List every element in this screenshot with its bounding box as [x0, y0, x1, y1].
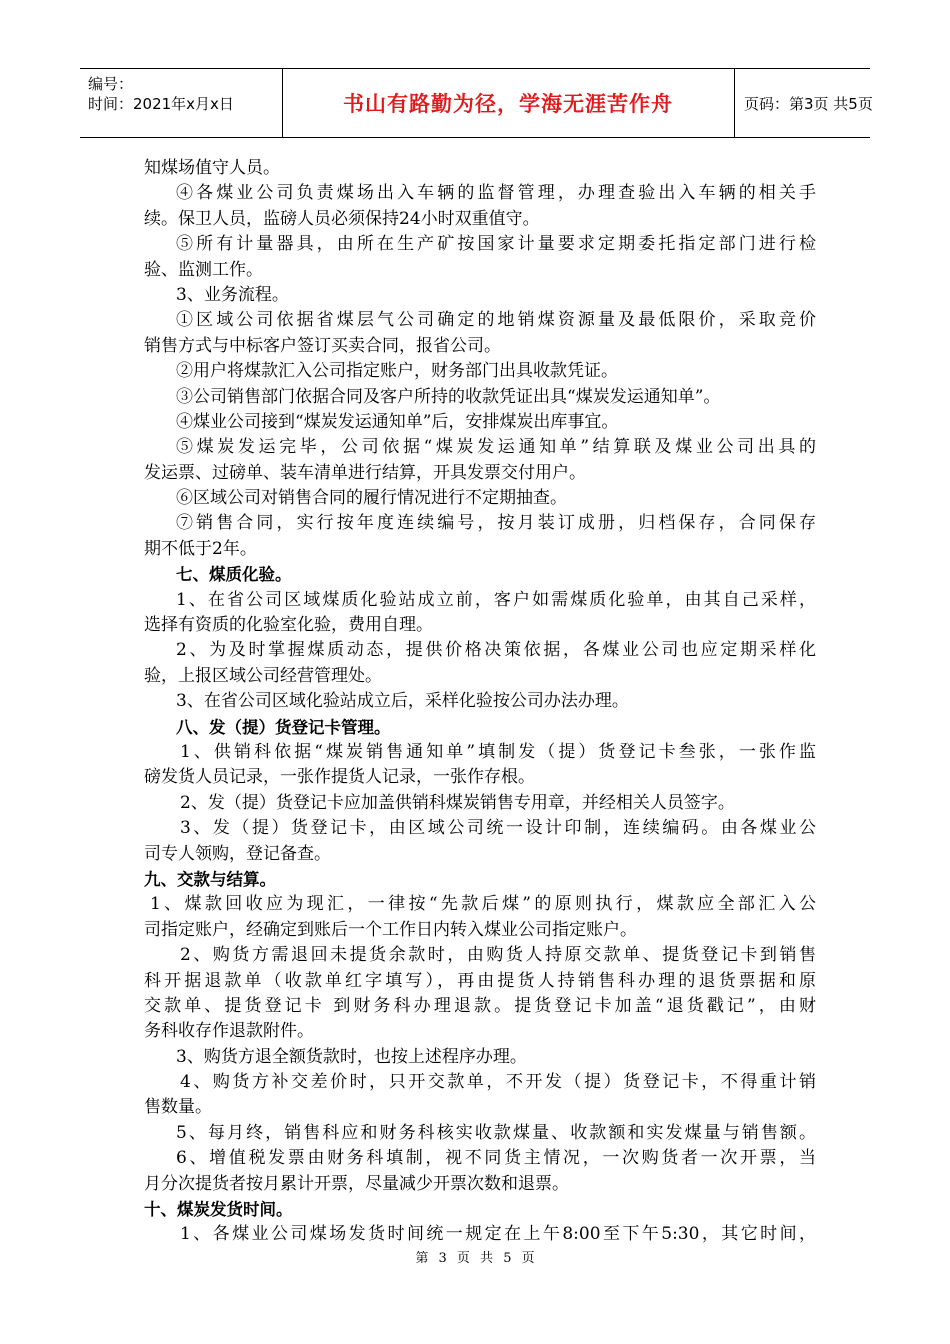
text-line: 磅发货人员记录，一张作提货人记录，一张作存根。 — [144, 767, 535, 788]
text-line: 司专人领购，登记备查。 — [144, 843, 331, 864]
text-line: 3、发（提）货登记卡，由区域公司统一设计印制，连续编码。由各煤业公 — [180, 818, 816, 839]
text-line: ④煤业公司接到“煤炭发运通知单”后，安排煤炭出库事宜。 — [176, 411, 619, 432]
text-line: ⑤所有计量器具，由所在生产矿按国家计量要求定期委托指定部门进行检 — [176, 234, 816, 255]
page-header — [80, 68, 873, 138]
text-line: 验，上报区域公司经营管理处。 — [144, 665, 382, 686]
text-line: 2、购货方需退回未提货余款时，由购货人持原交款单、提货登记卡到销售 — [180, 945, 816, 966]
text-line: 科开据退款单（收款单红字填写），再由提货人持销售科办理的退货票据和原 — [144, 970, 816, 991]
text-line: 务科收存作退款附件。 — [144, 1021, 314, 1042]
text-line: ②用户将煤款汇入公司指定账户，财务部门出具收款凭证。 — [176, 361, 618, 382]
section-heading: 八、发（提）货登记卡管理。 — [176, 717, 391, 737]
text-line: 1、煤款回收应为现汇，一律按“先款后煤”的原则执行，煤款应全部汇入公 — [150, 894, 816, 915]
text-line: 2、发（提）货登记卡应加盖供销科煤炭销售专用章，并经相关人员签字。 — [180, 792, 735, 813]
header-meta — [80, 69, 283, 137]
text-line: ①区域公司依据省煤层气公司确定的地销煤资源量及最低限价，采取竞价 — [176, 310, 816, 331]
motto: 书山有路勤为径，学海无涯苦作舟 — [343, 92, 673, 116]
document-body — [144, 156, 816, 1248]
text-line: 3、业务流程。 — [176, 284, 289, 305]
header-page-cell — [734, 69, 873, 137]
document-date: 时间：2021年x月x日 — [88, 95, 234, 113]
text-line: 5、每月终，销售科应和财务科核实收款煤量、收款额和实发煤量与销售额。 — [176, 1122, 816, 1143]
text-line: 续。保卫人员，监磅人员必须保持24小时双重值守。 — [144, 208, 540, 229]
text-line: 售数量。 — [144, 1097, 212, 1118]
text-line: ③公司销售部门依据合同及客户所持的收款凭证出具“煤炭发运通知单”。 — [176, 386, 721, 407]
text-line: ⑦销售合同，实行按年度连续编号，按月装订成册，归档保存，合同保存 — [176, 513, 816, 534]
text-line: 司指定账户，经确定到账后一个工作日内转入煤业公司指定账户。 — [144, 919, 637, 940]
text-line: 发运票、过磅单、装车清单进行结算，开具发票交付用户。 — [144, 462, 586, 483]
document-number: 编号： — [88, 75, 134, 93]
page-footer: 第 3 页 共 5 页 — [415, 1251, 535, 1266]
section-heading: 七、煤质化验。 — [176, 565, 292, 585]
text-line: 选择有资质的化验室化验，费用自理。 — [144, 615, 433, 636]
text-line: 月分次提货者按月累计开票，尽量减少开票次数和退票。 — [144, 1173, 569, 1194]
text-line: 3、在省公司区域化验站成立后，采样化验按公司办法办理。 — [176, 691, 629, 712]
text-line: 销售方式与中标客户签订买卖合同，报省公司。 — [144, 335, 501, 356]
text-line: ⑤煤炭发运完毕，公司依据“煤炭发运通知单”结算联及煤业公司出具的 — [176, 437, 816, 458]
text-line: 知煤场值守人员。 — [144, 158, 280, 178]
text-line: 1、供销科依据“煤炭销售通知单”填制发（提）货登记卡叁张，一张作监 — [180, 741, 816, 762]
text-line: 2、为及时掌握煤质动态，提供价格决策依据，各煤业公司也应定期采样化 — [176, 640, 816, 661]
text-line: 期不低于2年。 — [144, 538, 257, 559]
text-line: ⑥区域公司对销售合同的履行情况进行不定期抽查。 — [176, 488, 567, 509]
section-heading: 十、煤炭发货时间。 — [144, 1200, 293, 1220]
text-line: 6、增值税发票由财务科填制，视不同货主情况，一次购货者一次开票，当 — [176, 1148, 816, 1169]
text-line: 1、各煤业公司煤场发货时间统一规定在上午8:00至下午5:30，其它时间， — [180, 1224, 816, 1245]
text-line: 1、在省公司区域煤质化验站成立前，客户如需煤质化验单，由其自己采样， — [176, 589, 816, 610]
page-number: 页码：第3页 共5页 — [744, 94, 873, 113]
text-line: 交款单、提货登记卡 到财务科办理退款。提货登记卡加盖“退货戳记”，由财 — [144, 995, 816, 1016]
header-motto-cell — [282, 69, 735, 137]
section-heading: 九、交款与结算。 — [144, 869, 276, 889]
text-line: 4、购货方补交差价时，只开交款单，不开发（提）货登记卡，不得重计销 — [180, 1072, 816, 1093]
text-line: 3、购货方退全额货款时，也按上述程序办理。 — [176, 1046, 527, 1067]
text-line: 验、监测工作。 — [144, 259, 263, 280]
text-line: ④各煤业公司负责煤场出入车辆的监督管理，办理查验出入车辆的相关手 — [176, 183, 816, 204]
